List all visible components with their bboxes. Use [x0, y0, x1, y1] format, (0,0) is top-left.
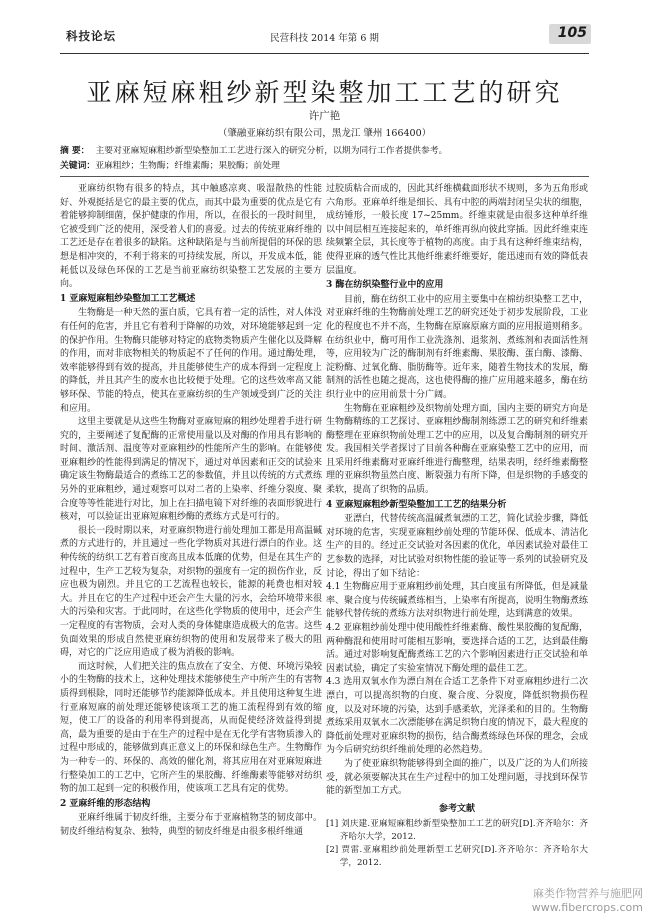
section-heading: 4 亚麻短麻粗纱新型染整加工工艺的结果分析	[326, 499, 507, 510]
section-heading: 3 酶在纺织染整行业中的应用	[326, 280, 444, 291]
page-number-box	[549, 24, 591, 44]
abstract	[60, 144, 589, 158]
references-heading: 参考文献	[438, 803, 475, 814]
body-paragraph: 生物酶是一种天然的蛋白质，它具有着一定的活性，对人体没有任何的危害，并且它有着利于降解的功效，对环境能够起到一定的保护作用。生物酶只能够对特定的底物类物质产生催化以及降解的作用，而对非底物相关的物质起不了任何的作用。通过酶处理，效率能够得到有效的提高，并且能够使生产的成本得到一定程度上的降低，并且其产生的废水也比较便于处理。它的这些效率高又能够环保、节能的特点，使其在亚麻纺织的生产领域受到广泛的关注和应用。	[60, 308, 322, 414]
article-title: 亚麻短麻粗纱新型染整加工工艺的研究	[86, 78, 563, 107]
body-paragraph: 4.3 选用双氧水作为漂白剂在合适工艺条件下对亚麻粗纱进行二次漂白，可以提高织物的白度、聚合度、分裂度，降低织物损伤程度，以及对环境的污染，达到手感柔软，光泽柔和的目的。生物酶煮练采用双氧水二次漂能够在满足织物白度的情况下，最大程度的降低前处理对亚麻织物的损伤，结合酶煮练绿色环保的理念，会成为今后研究纺织纤维前处理的必然趋势。	[326, 677, 588, 756]
keywords-text: 亚麻粗纱；生物酶；纤维素酶；果胶酶；前处理	[95, 161, 280, 171]
body-paragraph: 亚麻纤维属于韧皮纤维，主要分布于亚麻植物茎的韧皮部中。韧皮纤维结构复杂、独特，典型的韧皮纤维是由很多根纤维通	[60, 813, 322, 837]
abstract-label: 摘 要：	[60, 146, 90, 156]
body-paragraph: 亚麻纺织物有很多的特点，其中触感凉爽、吸湿散热的性能好、外观挺括是它的最主要的优点，而其中最为重要的优点是它有着能够抑制细菌，保护健康的作用，所以，在很长的一段时间里，它被受到广泛的使用，深受着人们的喜爱。过去的传统亚麻纤维的工艺还是存在着很多的缺陷。这种缺陷是与当前所提倡的环保的思想是相冲突的，不利于将来的可持续发展，所以，开发成本低，能耗低以及绿色环保的工艺是当前亚麻纺织染整工艺发展的主要方向。	[60, 184, 322, 290]
site-watermark	[532, 887, 643, 915]
body-column-right	[326, 183, 588, 870]
header-section-label: 科技论坛	[66, 29, 116, 43]
body-paragraph: 生物酶在亚麻粗纱及织物前处理方面，国内主要的研究方向是生物酶精练的工艺探讨、亚麻粗纱酶制剂练漂工艺的研究和纤维素酶整理在亚麻织物前处理工艺中的应用，以及复合酶制剂的研究开发。我国相关学者探讨了目前各种酶在亚麻染整工艺中的应用，而且采用纤维素酶对亚麻纤维进行酶整理，结果表明，经纤维素酶整理的亚麻织物虽然白度、断裂强力有所下降，但是织物的手感变的柔软，提高了织物的品质。	[326, 403, 588, 496]
header-rule	[60, 53, 589, 54]
reference-item: [1] 刘庆建.亚麻短麻粗纱新型染整加工工艺的研究[D].齐齐哈尔：齐齐哈尔大学，2012.	[326, 819, 588, 843]
section-heading: 2 亚麻纤维的形态结构	[60, 798, 151, 809]
body-paragraph: 4.2 亚麻粗纱前处理中使用酸性纤维素酶、酸性果胶酶的复配酶，两种酶混和使用时可能相互影响，要选择合适的工艺，达到最佳酶活。通过对影响复配酶煮练工艺的六个影响因素进行正交试验和单因素试验，确定了实验室情况下酶处理的最佳工艺。	[326, 623, 588, 674]
body-paragraph: 而这时候，人们把关注的焦点放在了安全、方便、环境污染较小的生物酶的技术上，这种处理技术能够使生产中所产生的有害物质得到根除，同时还能够节约能源降低成本。并且使用这种复生进行亚麻短麻的前处理还能够使该项工艺的施工流程得到有效的缩短，使工厂的设备的利用率得到提高，从而促使经济效益得到提高，最为重要的是由于在生产的过程中是在无化学有害物质渗入的过程中形成的，能够做到真正意义上的环保和绿色生产。生物酶作为一种专一的、环保的、高效的催化剂，将其应用在对亚麻短麻进行整染加工的工艺中，它所产生的果胶酶、纤维酶素等能够对纺织物的加工起到一定的积极作用，使该项工艺具有定的优势。	[60, 661, 322, 795]
body-paragraph: 4.1 生物酶应用于亚麻粗纱前处理，其白度虽有所降低，但是减量率、聚合度与传统碱煮练相当，上染率有所提高，说明生物酶煮练能够代替传统的煮练方法对织物进行前处理，达到满意的效果。	[326, 582, 588, 620]
reference-item: [2] 贾雷.亚麻粗纱前处理新型工艺研究[D].齐齐哈尔：齐齐哈尔大学，2012.	[326, 845, 588, 869]
article-author: 许广艳	[308, 110, 341, 122]
body-paragraph: 亚漂白，代替传统高温碱煮氧漂的工艺，简化试验步骤，降低对环境的危害，实现亚麻粗纱前处理的节能环保、低成本、清洁化生产的目的。经过正交试验对各因素的优化，单因素试验对最佳工艺参数的选择，对比试验对织物性能的验证等一系列的试验研究及讨论，得出了如下结论：	[326, 514, 588, 579]
watermark-name: 麻类作物营养与施肥网	[533, 887, 643, 900]
header-journal-issue: 民营科技 2014 年第 6 期	[270, 33, 379, 44]
article-affiliation: （肇融亚麻纺织有限公司，黑龙江 肇州 166400）	[217, 128, 432, 139]
abstract-rule	[60, 176, 589, 177]
watermark-url: www.fibercrops.com	[531, 901, 643, 914]
page-header	[60, 24, 589, 52]
keywords	[60, 159, 589, 173]
body-column-left	[60, 183, 322, 840]
section-heading: 1 亚麻短麻粗纱染整加工工艺概述	[60, 293, 196, 304]
body-paragraph: 这里主要就是从这些生物酶对亚麻短麻的粗纱处理着手进行研究的，主要阐述了复配酶的正常使用量以及对酶的作用具有影响的时间、激活剂、温度等对亚麻粗纱的性能所产生的影响。在能够使亚麻粗纱的性能得到满足的情况下，通过对单因素和正交的试验来确定该生物酶最适合的煮练工艺的参数值，并且以传统的方式煮练另外的亚麻粗纱，通过观察可以对二者的上染率、纤维分裂度、聚合度等等性能进行对比，加上在扫描电镜下对纤维的表面形貌进行核对，可以验证出亚麻短麻粗纱酶的煮练方式是可行的。	[60, 417, 322, 523]
abstract-text: 主要对亚麻短麻粗纱新型染整加工工艺进行深入的研究分析，以期为同行工作者提供参考。	[95, 146, 448, 156]
body-paragraph: 为了使亚麻织物能够得到全面的推广，以及广泛的为人们所接受，就必须要解决其在生产过程中的加工处理问题，寻找到环保节能的新型加工方式。	[326, 758, 588, 797]
keywords-label: 关键词：	[60, 161, 96, 171]
body-paragraph: 很长一段时期以来，对亚麻织物进行前处理加工都是用高温碱煮的方式进行的，并且通过一些化学物质对其进行漂白的作业。这种传统的纺织工艺有着百度高且成本低廉的优势，但是在其生产的过程中，生产工艺较为复杂，对织物的强度有一定的损伤作业，反应也极为剧烈。并且它的工艺流程也较长，能源的耗费也相对较大。并且在它的生产过程中还会产生大量的污水，会给环境带来很大的污染和灾害。于此同时，在这些化学物质的使用中，还会产生一定程度的有害物质，会对人类的身体健康造成极大的危害。这些负面效果的形成自然使亚麻纺织物的使用和发展带来了极大的阻碍，对它的广泛应用造成了极为消极的影响。	[60, 525, 322, 659]
body-paragraph: 目前，酶在纺织工业中的应用主要集中在棉纺织染整工艺中，对亚麻纤维的生物酶前处理工艺的研究还处于初步发展阶段，工业化的程度也不并不高，生物酶在原麻原麻方面的应用报道则稍多。在纺织业中，酶可用作工业洗涤剂、退浆剂、煮练剂和表面活性剂等，应用较为广泛的酶制剂有纤维素酶、果胶酶、蛋白酶、漆酶、淀粉酶、过氧化酶、脂肪酶等。近年来，随着生物技术的发展，酶制剂的活性也随之提高，这也使得酶的推广应用越来越多，酶在纺织行业中的应用前景十分广阔。	[326, 294, 588, 400]
page-number: 105	[557, 25, 587, 41]
body-paragraph: 过胶质粘合而成的，因此其纤维横截面形状不规则，多为五角形或六角形。亚麻单纤维是细长、具有中腔的两端封闭呈尖状的细胞，成纺锤形，一般长度 17~25mm。纤维束就是由很多这种单纤维以中间层相互连接起来的，单纤维再纵向彼此穿插。因此纤维束连续频繁全层，其长度等于植物的高度。由于具有这种纤维束结构，使得亚麻的透气性比其他纤维素纤维要好，能迅速而有效的降低表层温度。	[326, 184, 588, 276]
